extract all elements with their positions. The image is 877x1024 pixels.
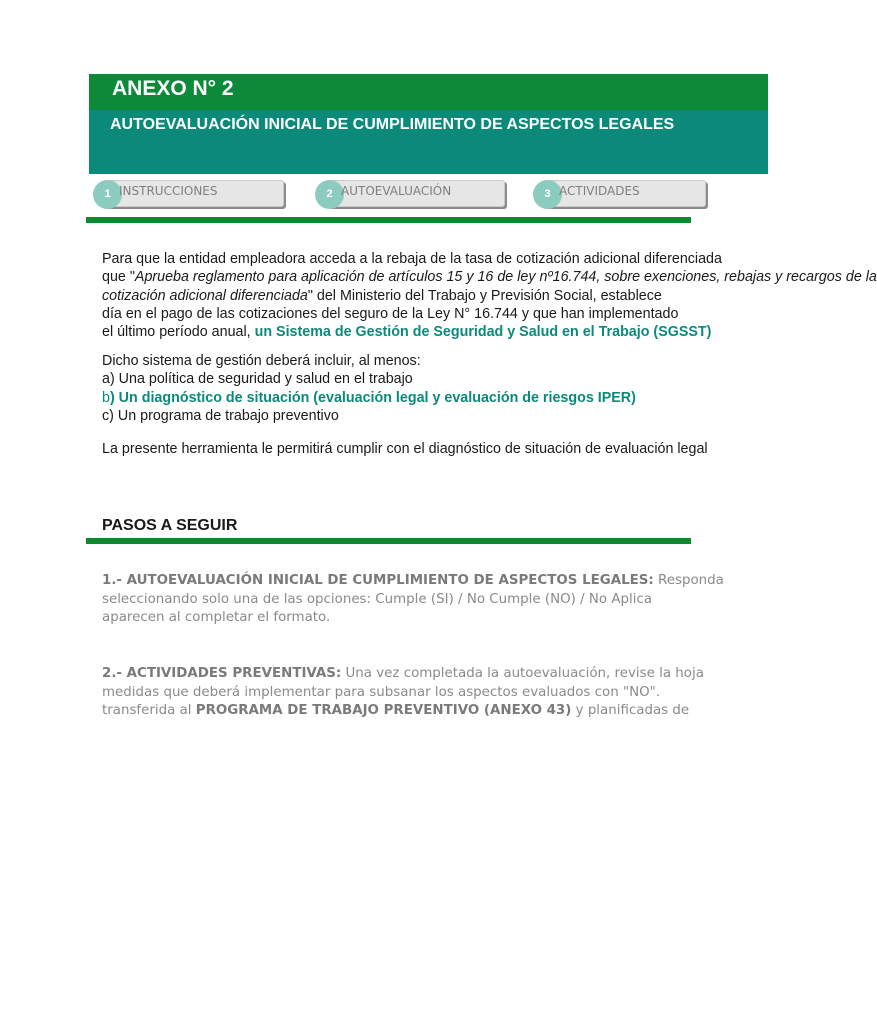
system-item-a: a) Una política de seguridad y salud en el trabajo bbox=[102, 371, 413, 388]
tab-label: INSTRUCCIONES bbox=[119, 184, 218, 198]
step-2 bbox=[102, 665, 704, 721]
section-title-pasos: PASOS A SEGUIR bbox=[102, 517, 238, 534]
system-list bbox=[102, 352, 636, 425]
step-2-line-2: medidas que deberá implementar para subsanar los aspectos evaluados con "NO". bbox=[102, 684, 661, 700]
step-1-line-3: aparecen al completar el formato. bbox=[102, 610, 331, 626]
step-1 bbox=[102, 572, 724, 628]
system-item-c: c) Un programa de trabajo preventivo bbox=[102, 407, 339, 424]
divider-top bbox=[86, 217, 691, 223]
sgsst-highlight: un Sistema de Gestión de Seguridad y Salud en el Trabajo (SGSST) bbox=[254, 324, 712, 341]
intro-line-5: el último período anual, un Sistema de Gestión de Seguridad y Salud en el Trabajo (SGSST) bbox=[102, 324, 712, 341]
tab-label: ACTIVIDADES bbox=[559, 184, 640, 198]
system-item-b: b) Un diagnóstico de situación (evaluación legal y evaluación de riesgos IPER) bbox=[102, 389, 636, 406]
tab-number-badge: 3 bbox=[533, 180, 562, 209]
intro-line-4: día en el pago de las cotizaciones del seguro de la Ley N° 16.744 y que han implementado bbox=[102, 305, 679, 322]
tab-label: AUTOEVALUACIÓN bbox=[341, 184, 452, 198]
tab-number-badge: 2 bbox=[315, 180, 344, 209]
tab-instrucciones[interactable] bbox=[104, 180, 284, 207]
intro-paragraph bbox=[102, 250, 877, 341]
intro-line-3: cotización adicional diferenciada" del Ministerio del Trabajo y Previsión Social, establece bbox=[102, 287, 662, 304]
divider-pasos bbox=[86, 538, 691, 544]
intro-line-1: Para que la entidad empleadora acceda a la rebaja de la tasa de cotización adicional diferenciada bbox=[102, 251, 722, 267]
tab-autoevaluacion[interactable] bbox=[326, 180, 505, 207]
page-subtitle: AUTOEVALUACIÓN INICIAL DE CUMPLIMIENTO DE ASPECTOS LEGALES bbox=[110, 116, 675, 133]
tab-number-badge: 1 bbox=[93, 180, 122, 209]
annex-title: ANEXO N° 2 bbox=[112, 77, 234, 100]
intro-line-2: que "Aprueba reglamento para aplicación de artículos 15 y 16 de ley nº16.744, sobre exenciones, rebajas y recargos de la bbox=[102, 269, 877, 286]
system-lead: Dicho sistema de gestión deberá incluir, al menos: bbox=[102, 353, 421, 369]
step-1-line-2: seleccionando solo una de las opciones: Cumple (SI) / No Cumple (NO) / No Aplica bbox=[102, 591, 653, 607]
tab-actividades[interactable] bbox=[544, 180, 706, 207]
step-2-line-3: transferida al PROGRAMA DE TRABAJO PREVENTIVO (ANEXO 43) y planificadas de bbox=[102, 703, 690, 719]
closing-paragraph: La presente herramienta le permitirá cumplir con el diagnóstico de situación de evaluación legal bbox=[102, 441, 708, 457]
step-2-line-1: 2.- ACTIVIDADES PREVENTIVAS: Una vez completada la autoevaluación, revise la hoja bbox=[102, 666, 704, 681]
step-1-line-1: 1.- AUTOEVALUACIÓN INICIAL DE CUMPLIMIENTO DE ASPECTOS LEGALES: Responda bbox=[102, 573, 724, 588]
